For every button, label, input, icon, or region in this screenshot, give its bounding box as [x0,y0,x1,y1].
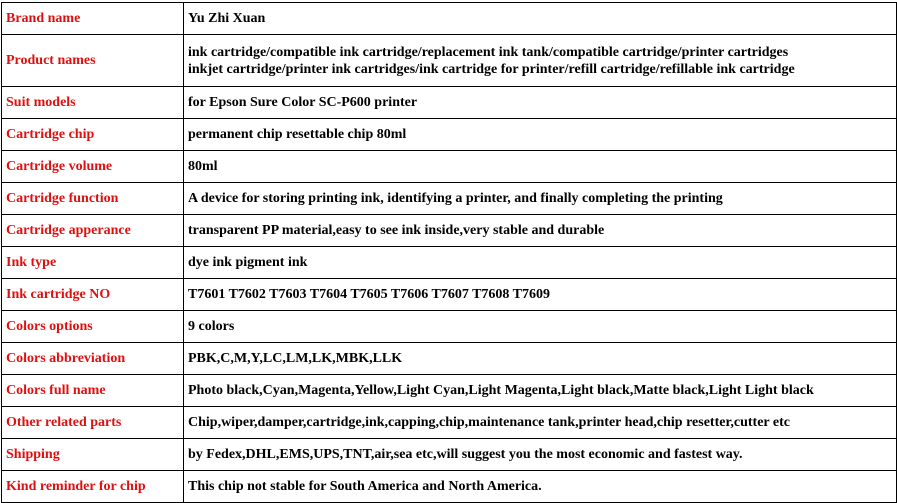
row-value: A device for storing printing ink, identifying a printer, and finally completing the printing [184,183,897,215]
row-cartridge-volume [2,151,897,183]
row-shipping [2,439,897,471]
row-label: Colors abbreviation [2,343,184,375]
row-value: permanent chip resettable chip 80ml [184,119,897,151]
row-label: Suit models [2,87,184,119]
row-cartridge-chip [2,119,897,151]
row-colors-options [2,311,897,343]
row-value: Yu Zhi Xuan [184,3,897,35]
row-colors-abbreviation [2,343,897,375]
row-value: PBK,C,M,Y,LC,LM,LK,MBK,LLK [184,343,897,375]
row-cartridge-apperance [2,215,897,247]
row-label: Kind reminder for chip [2,471,184,503]
row-label: Ink type [2,247,184,279]
row-value-line: inkjet cartridge/printer ink cartridges/ink cartridge for printer/refill cartridge/refillable ink cartridge [188,61,795,77]
row-label: Product names [2,35,184,87]
row-ink-cartridge-no [2,279,897,311]
row-value: Photo black,Cyan,Magenta,Yellow,Light Cyan,Light Magenta,Light black,Matte black,Light Light black [184,375,897,407]
row-suit-models [2,87,897,119]
row-cartridge-function [2,183,897,215]
row-value: 80ml [184,151,897,183]
row-brand-name [2,3,897,35]
row-label: Colors full name [2,375,184,407]
row-label: Cartridge volume [2,151,184,183]
row-value: by Fedex,DHL,EMS,UPS,TNT,air,sea etc,will suggest you the most economic and fastest way. [184,439,897,471]
row-label: Cartridge chip [2,119,184,151]
row-colors-full-name [2,375,897,407]
row-value: 9 colors [184,311,897,343]
row-value: dye ink pigment ink [184,247,897,279]
row-value-line: ink cartridge/compatible ink cartridge/replacement ink tank/compatible cartridge/printer cartridges [188,44,789,60]
row-label: Cartridge apperance [2,215,184,247]
row-label: Shipping [2,439,184,471]
row-value: for Epson Sure Color SC-P600 printer [184,87,897,119]
row-ink-type [2,247,897,279]
row-value: transparent PP material,easy to see ink inside,very stable and durable [184,215,897,247]
product-spec-table [1,2,897,503]
row-label: Other related parts [2,407,184,439]
row-product-names [2,35,897,87]
row-value-multiline [184,35,897,87]
row-label: Brand name [2,3,184,35]
row-label: Colors options [2,311,184,343]
row-label: Ink cartridge NO [2,279,184,311]
row-value: T7601 T7602 T7603 T7604 T7605 T7606 T7607 T7608 T7609 [184,279,897,311]
row-label: Cartridge function [2,183,184,215]
row-value: Chip,wiper,damper,cartridge,ink,capping,chip,maintenance tank,printer head,chip resetter,cutter etc [184,407,897,439]
row-kind-reminder-for-chip [2,471,897,503]
row-value: This chip not stable for South America and North America. [184,471,897,503]
row-other-related-parts [2,407,897,439]
